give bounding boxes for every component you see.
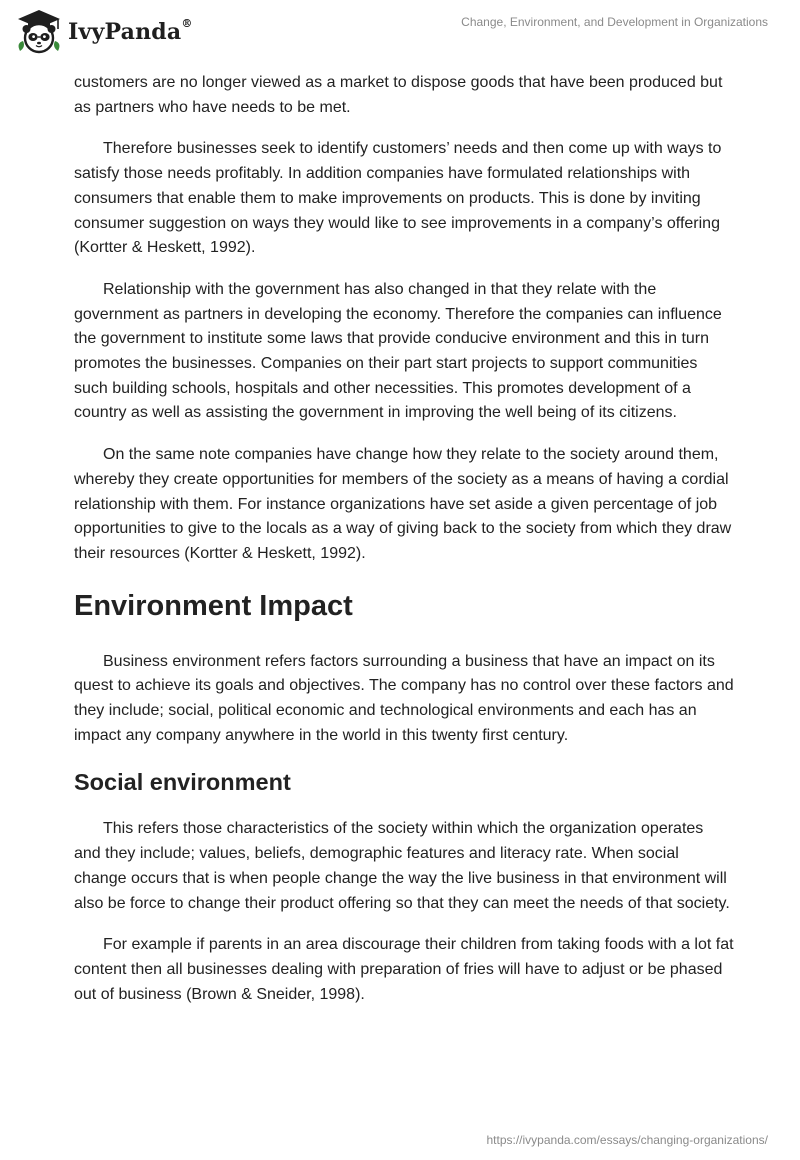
paragraph: This refers those characteristics of the society within which the organization operates and they include; values, beliefs, demographic features and literacy rate. When social change occurs that is when people change the way the live business in that environment will also be force to change their product offering so that they can meet the needs of that society. <box>74 820 730 912</box>
brand-name: IvyPanda® <box>68 17 193 45</box>
paragraph: Business environment refers factors surrounding a business that have an impact on its quest to achieve its goals and objectives. The company has no control over these factors and they include; social, political economic and technological environments and each has an impact any company anywhere in the world in this twenty first century. <box>74 652 734 744</box>
document-title: Change, Environment, and Development in Organizations <box>461 15 768 29</box>
paragraph: Therefore businesses seek to identify customers’ needs and then come up with ways to satisfy those needs profitably. In addition companies have formulated relationships with consumers that enable them to make improvements on products. This is done by inviting consumer suggestion on ways they would like to see improvements in a company’s offering (Kortter & Heskett, 1992). <box>74 140 722 257</box>
section-heading-environment-impact: Environment Impact <box>74 589 353 622</box>
paragraph: For example if parents in an area discourage their children from taking foods with a lot fat content then all businesses dealing with preparation of fries will have to adjust or be phased out of business (Brown & Sneider, 1998). <box>74 936 734 1003</box>
source-url-link[interactable]: https://ivypanda.com/essays/changing-organizations/ <box>486 1133 768 1147</box>
paragraph: customers are no longer viewed as a market to dispose goods that have been produced but as partners who have needs to be met. <box>74 74 723 116</box>
paragraph: On the same note companies have change how they relate to the society around them, whereby they create opportunities for members of the society as a means of having a cordial relationship with them. For instance organizations have set aside a given percentage of job opportunities to give to the locals as a way of giving back to the society from which they draw their resources (Kortter & Heskett, 1992). <box>74 446 732 562</box>
ivypanda-logo-link[interactable] <box>14 7 193 57</box>
article-body <box>74 71 734 1024</box>
subsection-heading-social-environment: Social environment <box>74 769 291 796</box>
page-header <box>0 0 800 70</box>
paragraph: Relationship with the government has also changed in that they relate with the government as partners in developing the economy. Therefore the companies can influence the government to institute some laws that provide conducive environment and this in turn promotes the businesses. Companies on their part start projects to support communities such building schools, hospitals and other necessities. This promotes development of a country as well as assisting the government in improving the well being of its citizens. <box>74 280 722 422</box>
panda-graduation-cap-icon <box>14 7 64 57</box>
